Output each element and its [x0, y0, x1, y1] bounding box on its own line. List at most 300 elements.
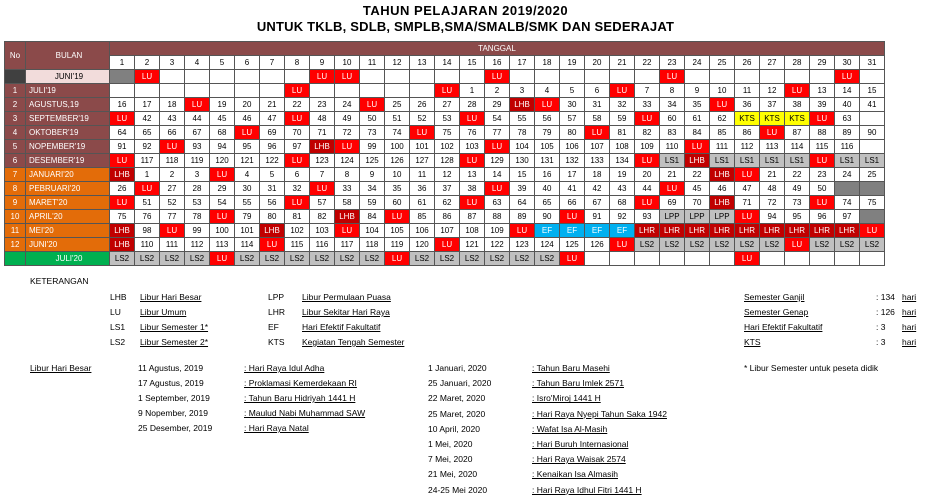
- day-cell: 90: [535, 210, 560, 224]
- day-cell: 60: [660, 112, 685, 126]
- day-cell: 92: [610, 210, 635, 224]
- day-cell: 105: [535, 140, 560, 154]
- day-cell: 119: [385, 238, 410, 252]
- day-cell: [385, 84, 410, 98]
- day-cell: 126: [385, 154, 410, 168]
- day-cell: 113: [210, 238, 235, 252]
- day-cell: 37: [435, 182, 460, 196]
- day-cell: 36: [410, 182, 435, 196]
- day-cell: 64: [510, 196, 535, 210]
- day-cell: 31: [585, 98, 610, 112]
- day-cell: 80: [560, 126, 585, 140]
- day-cell: 122: [485, 238, 510, 252]
- day-cell: 20: [235, 98, 260, 112]
- row-number: 12: [5, 238, 26, 252]
- day-cell: LU: [560, 252, 585, 266]
- day-cell: 44: [185, 112, 210, 126]
- day-cell: 70: [685, 196, 710, 210]
- day-cell: LU: [560, 210, 585, 224]
- summary-value: : 134: [876, 292, 895, 302]
- day-cell: LU: [110, 196, 135, 210]
- summary-label: Semester Ganjil: [744, 292, 805, 302]
- day-cell: 95: [235, 140, 260, 154]
- day-cell: [310, 84, 335, 98]
- day-cell: 49: [335, 112, 360, 126]
- day-cell: 26: [410, 98, 435, 112]
- day-cell: LU: [410, 126, 435, 140]
- header-row-1: [5, 42, 885, 56]
- day-cell: EF: [610, 224, 635, 238]
- day-cell: 124: [335, 154, 360, 168]
- day-cell: LU: [110, 112, 135, 126]
- day-cell: [860, 210, 885, 224]
- day-cell: 41: [560, 182, 585, 196]
- day-cell: [810, 70, 835, 84]
- day-cell: LU: [460, 196, 485, 210]
- day-cell: LHR: [660, 224, 685, 238]
- day-cell: 129: [485, 154, 510, 168]
- day-cell: 3: [185, 168, 210, 182]
- day-cell: 78: [185, 210, 210, 224]
- day-cell: 75: [435, 126, 460, 140]
- day-cell: LS2: [160, 252, 185, 266]
- day-cell: LU: [285, 154, 310, 168]
- day-cell: [360, 70, 385, 84]
- summary-unit: hari: [902, 292, 917, 302]
- day-cell: 49: [785, 182, 810, 196]
- day-cell: 69: [260, 126, 285, 140]
- day-cell: LHB: [110, 238, 135, 252]
- row-number: 5: [5, 140, 26, 154]
- row-number: 4: [5, 126, 26, 140]
- day-cell: 29: [210, 182, 235, 196]
- holiday-date: 10 April, 2020: [428, 423, 480, 434]
- day-cell: 100: [385, 140, 410, 154]
- summary-value: : 126: [876, 307, 895, 317]
- day-cell: [785, 70, 810, 84]
- holidays-note: * Libur Semester untuk peseta didik: [744, 363, 879, 373]
- day-header-10: 10: [335, 56, 360, 70]
- day-cell: 110: [660, 140, 685, 154]
- day-cell: 116: [310, 238, 335, 252]
- day-cell: LS2: [410, 252, 435, 266]
- day-cell: 38: [785, 98, 810, 112]
- day-header-24: 24: [685, 56, 710, 70]
- day-cell: 48: [760, 182, 785, 196]
- row-number: [5, 252, 26, 266]
- holiday-name: : Hari Raya Nyepi Tahun Saka 1942: [532, 408, 667, 419]
- day-cell: LU: [310, 70, 335, 84]
- day-cell: 13: [810, 84, 835, 98]
- day-cell: [560, 70, 585, 84]
- day-cell: 62: [435, 196, 460, 210]
- day-cell: 22: [785, 168, 810, 182]
- summary-unit: hari: [902, 307, 917, 317]
- day-cell: [235, 70, 260, 84]
- day-cell: 45: [210, 112, 235, 126]
- day-cell: 83: [660, 126, 685, 140]
- day-cell: 70: [285, 126, 310, 140]
- day-cell: 77: [485, 126, 510, 140]
- day-header-31: 31: [860, 56, 885, 70]
- day-cell: 65: [535, 196, 560, 210]
- day-cell: 74: [835, 196, 860, 210]
- day-cell: LHR: [835, 224, 860, 238]
- day-cell: 42: [135, 112, 160, 126]
- day-cell: 53: [435, 112, 460, 126]
- day-cell: LU: [660, 182, 685, 196]
- day-cell: 101: [410, 140, 435, 154]
- day-cell: [110, 70, 135, 84]
- day-cell: [610, 70, 635, 84]
- day-cell: [585, 70, 610, 84]
- day-cell: 98: [135, 224, 160, 238]
- legend-code: LU: [110, 307, 121, 317]
- day-cell: LU: [735, 168, 760, 182]
- day-cell: 14: [835, 84, 860, 98]
- day-cell: LU: [810, 154, 835, 168]
- month-row: [5, 168, 885, 182]
- day-cell: 88: [810, 126, 835, 140]
- day-cell: 55: [510, 112, 535, 126]
- day-cell: LS2: [810, 238, 835, 252]
- day-cell: LU: [710, 98, 735, 112]
- holiday-name: : Hari Raya Idul Adha: [244, 363, 325, 373]
- summary-label: Hari Efektif Fakultatif: [744, 322, 823, 332]
- legend-desc: Libur Umum: [140, 307, 187, 317]
- day-cell: LS2: [760, 238, 785, 252]
- row-number: 7: [5, 168, 26, 182]
- legend-desc: Libur Hari Besar: [140, 292, 202, 302]
- day-cell: 77: [160, 210, 185, 224]
- day-cell: [635, 70, 660, 84]
- holidays-heading: Libur Hari Besar: [30, 363, 92, 373]
- day-cell: 31: [260, 182, 285, 196]
- day-cell: 28: [185, 182, 210, 196]
- holiday-date: 25 Januari, 2020: [428, 378, 492, 389]
- day-cell: LU: [510, 224, 535, 238]
- day-cell: 17: [135, 98, 160, 112]
- day-cell: 104: [510, 140, 535, 154]
- day-cell: [685, 70, 710, 84]
- holiday-date: 22 Maret, 2020: [428, 393, 486, 404]
- day-cell: 10: [385, 168, 410, 182]
- day-cell: 12: [760, 84, 785, 98]
- day-cell: LU: [735, 210, 760, 224]
- day-cell: LHR: [760, 224, 785, 238]
- holiday-name: : Tahun Baru Masehi: [532, 363, 610, 373]
- day-cell: LHB: [685, 154, 710, 168]
- day-cell: 103: [310, 224, 335, 238]
- day-cell: 50: [360, 112, 385, 126]
- day-cell: 79: [235, 210, 260, 224]
- day-cell: LU: [385, 252, 410, 266]
- keterangan-heading: KETERANGAN: [30, 276, 89, 286]
- day-cell: 119: [185, 154, 210, 168]
- day-cell: 61: [410, 196, 435, 210]
- header-tanggal: TANGGAL: [110, 42, 885, 56]
- day-cell: 2: [485, 84, 510, 98]
- day-cell: 51: [135, 196, 160, 210]
- day-cell: 126: [585, 238, 610, 252]
- day-header-15: 15: [460, 56, 485, 70]
- day-cell: 82: [310, 210, 335, 224]
- day-cell: LHB: [260, 224, 285, 238]
- day-cell: LS2: [635, 238, 660, 252]
- holiday-date: 11 Agustus, 2019: [138, 363, 204, 373]
- day-cell: [110, 84, 135, 98]
- day-cell: 84: [685, 126, 710, 140]
- legend-desc: Libur Semester 1*: [140, 322, 209, 332]
- day-cell: LHB: [710, 196, 735, 210]
- day-cell: [785, 252, 810, 266]
- day-header-2: 2: [135, 56, 160, 70]
- day-cell: LU: [810, 112, 835, 126]
- legend-code: LS2: [110, 337, 126, 347]
- day-cell: 100: [210, 224, 235, 238]
- day-cell: 30: [560, 98, 585, 112]
- day-cell: LU: [210, 210, 235, 224]
- day-cell: [860, 112, 885, 126]
- day-cell: LS2: [735, 238, 760, 252]
- day-cell: 58: [585, 112, 610, 126]
- day-cell: 15: [860, 84, 885, 98]
- day-cell: LS2: [185, 252, 210, 266]
- day-cell: 102: [435, 140, 460, 154]
- day-cell: 67: [185, 126, 210, 140]
- day-cell: 44: [635, 182, 660, 196]
- day-cell: 8: [335, 168, 360, 182]
- day-cell: 19: [210, 98, 235, 112]
- legend-desc: Libur Sekitar Hari Raya: [302, 307, 390, 317]
- day-header-11: 11: [360, 56, 385, 70]
- day-header-21: 21: [610, 56, 635, 70]
- day-cell: 21: [660, 168, 685, 182]
- day-cell: LU: [810, 196, 835, 210]
- day-header-16: 16: [485, 56, 510, 70]
- day-cell: 22: [685, 168, 710, 182]
- day-cell: LU: [235, 126, 260, 140]
- day-cell: 62: [710, 112, 735, 126]
- legend-code: LHR: [268, 307, 286, 317]
- day-cell: 35: [685, 98, 710, 112]
- month-row: [5, 196, 885, 210]
- day-cell: LS2: [835, 238, 860, 252]
- day-cell: 19: [610, 168, 635, 182]
- day-cell: 87: [785, 126, 810, 140]
- day-cell: 33: [335, 182, 360, 196]
- day-cell: EF: [560, 224, 585, 238]
- day-cell: 81: [610, 126, 635, 140]
- day-cell: 86: [435, 210, 460, 224]
- day-cell: LU: [335, 224, 360, 238]
- day-cell: 127: [410, 154, 435, 168]
- holiday-date: 1 Januari, 2020: [428, 363, 487, 373]
- day-cell: KTS: [760, 112, 785, 126]
- day-cell: 55: [235, 196, 260, 210]
- day-cell: 59: [610, 112, 635, 126]
- summary-label: KTS: [744, 337, 761, 347]
- month-row: [5, 98, 885, 112]
- month-row: [5, 238, 885, 252]
- day-cell: 99: [360, 140, 385, 154]
- day-cell: LPP: [710, 210, 735, 224]
- day-cell: [535, 70, 560, 84]
- day-cell: 117: [335, 238, 360, 252]
- day-cell: LHR: [810, 224, 835, 238]
- day-cell: LS1: [760, 154, 785, 168]
- day-cell: 104: [360, 224, 385, 238]
- day-cell: 111: [710, 140, 735, 154]
- day-cell: 85: [410, 210, 435, 224]
- day-cell: LU: [635, 112, 660, 126]
- day-cell: 111: [160, 238, 185, 252]
- day-cell: LS1: [785, 154, 810, 168]
- day-cell: LU: [760, 126, 785, 140]
- row-number: 8: [5, 182, 26, 196]
- day-cell: 18: [585, 168, 610, 182]
- day-cell: LU: [285, 84, 310, 98]
- day-cell: LU: [485, 70, 510, 84]
- day-cell: LS2: [285, 252, 310, 266]
- day-cell: 123: [310, 154, 335, 168]
- day-cell: 52: [410, 112, 435, 126]
- day-cell: 121: [460, 238, 485, 252]
- day-cell: 48: [310, 112, 335, 126]
- day-cell: 93: [185, 140, 210, 154]
- summary-value: : 3: [876, 322, 886, 332]
- day-cell: 108: [460, 224, 485, 238]
- day-cell: 73: [360, 126, 385, 140]
- day-header-22: 22: [635, 56, 660, 70]
- day-cell: 114: [235, 238, 260, 252]
- day-cell: LU: [860, 224, 885, 238]
- day-cell: LU: [460, 154, 485, 168]
- day-cell: [285, 70, 310, 84]
- day-cell: LS2: [110, 252, 135, 266]
- day-cell: 73: [785, 196, 810, 210]
- day-cell: 76: [135, 210, 160, 224]
- month-name: JULI'19: [26, 84, 110, 98]
- day-cell: [860, 140, 885, 154]
- day-cell: LS2: [510, 252, 535, 266]
- day-cell: 1: [135, 168, 160, 182]
- day-cell: LU: [785, 238, 810, 252]
- legend-desc: Libur Semester 2*: [140, 337, 209, 347]
- day-header-14: 14: [435, 56, 460, 70]
- day-cell: LU: [635, 154, 660, 168]
- day-header-13: 13: [410, 56, 435, 70]
- day-cell: [710, 252, 735, 266]
- day-cell: 66: [560, 196, 585, 210]
- day-header-4: 4: [185, 56, 210, 70]
- day-header-6: 6: [235, 56, 260, 70]
- calendar-table: [4, 41, 885, 266]
- day-cell: LS2: [685, 238, 710, 252]
- day-cell: LU: [135, 182, 160, 196]
- day-cell: 115: [810, 140, 835, 154]
- day-cell: LS2: [260, 252, 285, 266]
- day-cell: [460, 70, 485, 84]
- day-cell: [860, 182, 885, 196]
- day-cell: LU: [610, 84, 635, 98]
- day-cell: 56: [535, 112, 560, 126]
- day-cell: [185, 70, 210, 84]
- day-cell: 131: [535, 154, 560, 168]
- day-cell: [760, 70, 785, 84]
- day-cell: [360, 84, 385, 98]
- day-cell: 8: [660, 84, 685, 98]
- day-cell: 101: [235, 224, 260, 238]
- day-header-27: 27: [760, 56, 785, 70]
- row-number: 3: [5, 112, 26, 126]
- row-number: [5, 70, 26, 84]
- day-cell: 47: [260, 112, 285, 126]
- day-cell: LU: [335, 70, 360, 84]
- day-cell: 27: [160, 182, 185, 196]
- day-cell: 53: [185, 196, 210, 210]
- day-cell: 22: [285, 98, 310, 112]
- day-cell: [435, 70, 460, 84]
- month-row: [5, 252, 885, 266]
- day-cell: 7: [310, 168, 335, 182]
- day-cell: 6: [285, 168, 310, 182]
- row-number: 9: [5, 196, 26, 210]
- day-cell: 125: [560, 238, 585, 252]
- day-cell: 106: [560, 140, 585, 154]
- legend-code: KTS: [268, 337, 285, 347]
- day-cell: 95: [785, 210, 810, 224]
- day-cell: 37: [760, 98, 785, 112]
- day-cell: LS2: [360, 252, 385, 266]
- day-cell: LU: [185, 98, 210, 112]
- day-cell: 17: [560, 168, 585, 182]
- holiday-date: 7 Mei, 2020: [428, 454, 473, 465]
- day-cell: LU: [485, 140, 510, 154]
- day-cell: 16: [535, 168, 560, 182]
- day-cell: LHR: [735, 224, 760, 238]
- day-cell: [835, 252, 860, 266]
- day-cell: 21: [760, 168, 785, 182]
- day-cell: 67: [585, 196, 610, 210]
- day-cell: 63: [485, 196, 510, 210]
- header-no: No: [5, 42, 26, 70]
- month-name: MARET'20: [26, 196, 110, 210]
- day-cell: [735, 70, 760, 84]
- row-number: 6: [5, 154, 26, 168]
- day-cell: LS2: [660, 238, 685, 252]
- day-cell: 97: [285, 140, 310, 154]
- day-cell: LPP: [685, 210, 710, 224]
- day-cell: 78: [510, 126, 535, 140]
- day-header-25: 25: [710, 56, 735, 70]
- day-cell: 102: [285, 224, 310, 238]
- day-cell: 60: [385, 196, 410, 210]
- day-cell: 40: [835, 98, 860, 112]
- month-name: PEBRUARI'20: [26, 182, 110, 196]
- holiday-date: 9 Nopember, 2019: [138, 408, 208, 418]
- day-cell: 39: [810, 98, 835, 112]
- day-cell: 10: [710, 84, 735, 98]
- holiday-date: 21 Mei, 2020: [428, 469, 478, 480]
- day-header-30: 30: [835, 56, 860, 70]
- day-cell: 61: [685, 112, 710, 126]
- day-cell: LS1: [710, 154, 735, 168]
- holiday-date: 1 September, 2019: [138, 393, 210, 403]
- day-cell: 35: [385, 182, 410, 196]
- day-cell: 72: [335, 126, 360, 140]
- day-cell: LHR: [710, 224, 735, 238]
